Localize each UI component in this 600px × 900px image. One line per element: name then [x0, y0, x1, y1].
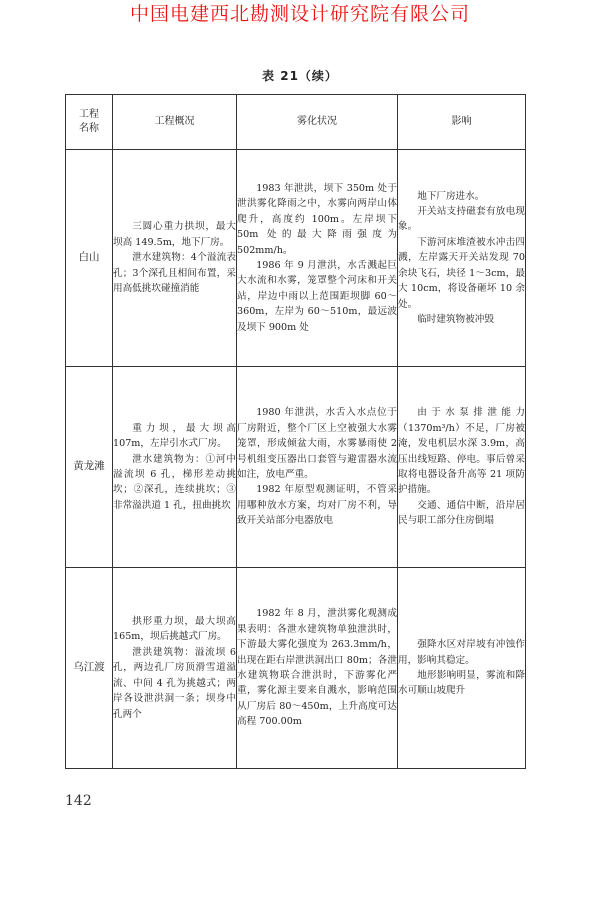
impact-paragraph: 开关站支持磁套有放电现象。	[398, 206, 525, 233]
watermark-text: 中国电建西北勘测设计研究院有限公司	[129, 3, 470, 25]
table-row	[66, 367, 526, 568]
page-number: 142	[65, 793, 92, 809]
overview-paragraph: 重力坝，最大坝高 107m，左岸引水式厂房。	[113, 422, 236, 450]
header-atomization: 雾化状况	[237, 95, 398, 150]
atomization-paragraph: 1982 年 8 月，泄洪雾化观测成果表明：各泄水建筑物单独泄洪时，下游最大雾化强度为 263.3mm/h，出现在距右岸泄洪洞出口 80m；各泄水建筑物联合泄洪时，下游雾化严重，雾化源主要来自溅水，影响范围从厂房后 80～450m，上升高度可达高程 700.00m	[237, 608, 397, 728]
atomization-cell	[237, 150, 398, 367]
table-row	[66, 568, 526, 769]
project-name: 黄龙滩	[66, 367, 113, 568]
atomization-cell	[237, 568, 398, 769]
project-name: 乌江渡	[66, 568, 113, 769]
atomization-paragraph: 1980 年泄洪，水舌入水点位于厂房附近，整个厂区上空被强大水雾笼罩，形成倾盆大雨，水雾暴雨使 2 号机组变压器出口套管与避雷器水流如注，放电严重。	[237, 407, 397, 480]
atomization-paragraph: 1986 年 9 月泄洪，水舌溅起巨大水流和水雾，笼罩整个河床和开关站，岸边中雨以上范围距坝脚 60～360m，左岸为 60～510m，最远波及坝下 900m 处	[237, 260, 397, 333]
overview-cell	[113, 568, 237, 769]
overview-paragraph: 拱形重力坝，最大坝高 165m，坝后挑越式厂房。	[113, 616, 236, 643]
project-name: 白山	[66, 150, 113, 367]
header-project	[66, 95, 113, 150]
impact-paragraph: 地形影响明显，雾流和降水可顺山坡爬升	[398, 670, 525, 697]
overview-paragraph: 泄水建筑物为：①河中溢流坝 6 孔，梯形差动挑坎；②深孔，连续挑坎；③非常溢洪道 1 孔，扭曲挑坎	[113, 453, 236, 511]
overview-paragraph: 泄水建筑物：4个溢流表孔；3个深孔且相间布置，采用高低挑坎碰撞消能	[113, 252, 236, 295]
impact-cell	[398, 568, 526, 769]
overview-paragraph: 泄洪建筑物：溢流坝 6 孔，两边孔厂房顶滑雪道溢流、中间 4 孔为挑越式；两岸各设泄洪洞一条；坝身中孔两个	[113, 646, 236, 720]
table-row	[66, 150, 526, 367]
overview-cell	[113, 367, 237, 568]
overview-cell	[113, 150, 237, 367]
impact-paragraph: 由于水泵排泄能力（1370m³/h）不足，厂房被淹，发电机层水深 3.9m，高压出线短路、停电。事后曾采取将电器设备升高等 21 项防护措施。	[398, 407, 525, 496]
impact-paragraph: 强降水区对岸坡有冲蚀作用，影响其稳定。	[398, 639, 525, 666]
overview-paragraph: 三圆心重力拱坝，最大坝高 149.5m，地下厂房。	[113, 221, 236, 248]
header-overview: 工程概况	[113, 95, 237, 150]
atomization-paragraph: 1983 年泄洪，坝下 350m 处于泄洪雾化降雨之中，水雾向两岸山体爬升，高度约 100m。左岸坝下 50m 处的最大降雨强度为 502mm/h。	[237, 182, 397, 256]
impact-paragraph: 地下厂房进水。	[417, 190, 485, 202]
header-impact: 影响	[398, 95, 526, 150]
header-row	[66, 95, 526, 150]
table-title: 表 21（续）	[262, 69, 338, 83]
impact-paragraph: 下游河床堆渣被水冲击四溅，左岸露天开关站发现 70 余块飞石，块径 1～3cm，最大 10cm，将设备砸坏 10 余处。	[398, 236, 525, 310]
impact-cell	[398, 367, 526, 568]
atomization-paragraph: 1982 年原型观测证明，不管采用哪种放水方案，均对厂房不利，导致开关站部分电器放电	[237, 484, 397, 527]
header-project-label: 工程 名称	[79, 109, 99, 134]
data-table	[65, 94, 526, 769]
impact-paragraph: 临时建筑物被冲毁	[417, 313, 494, 325]
impact-cell	[398, 150, 526, 367]
atomization-cell	[237, 367, 398, 568]
impact-paragraph: 交通、通信中断，沿岸居民与职工部分住房倒塌	[398, 499, 525, 527]
